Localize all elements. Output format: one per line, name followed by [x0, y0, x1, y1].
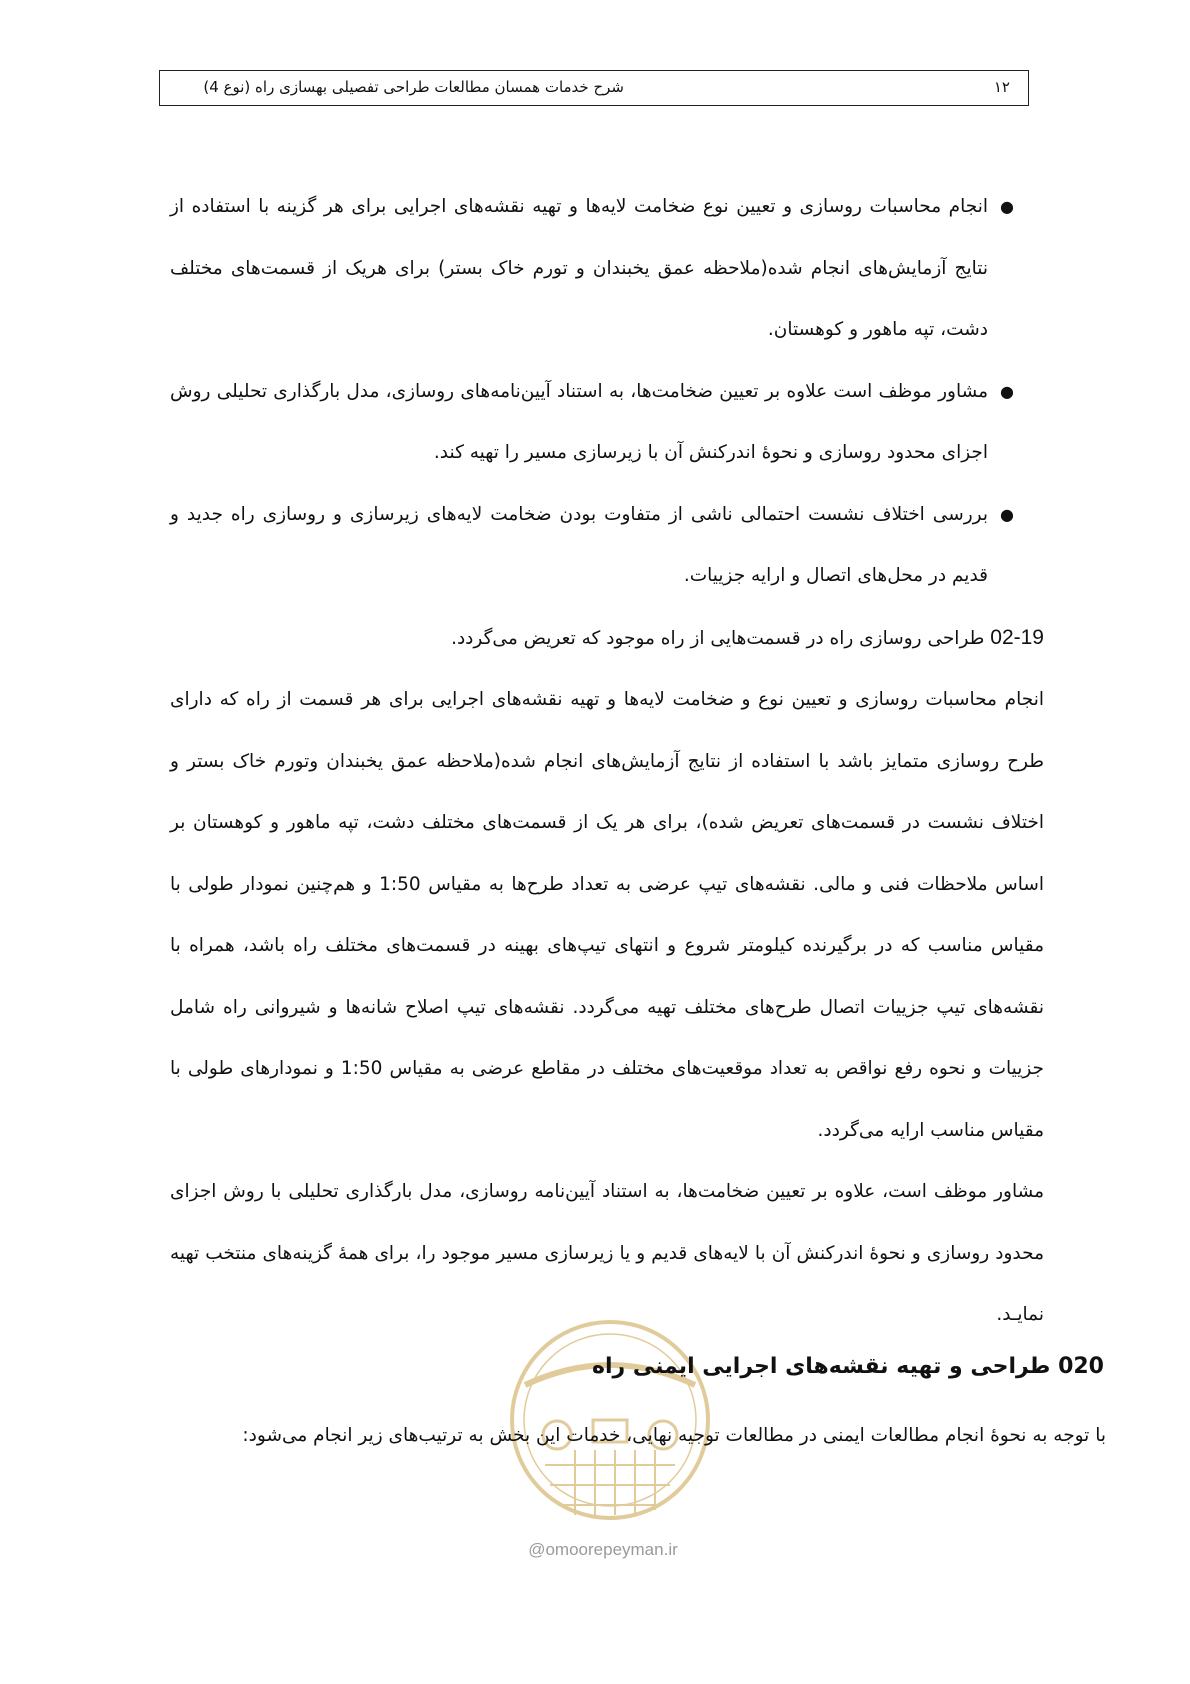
header-title: شرح خدمات همسان مطالعات طراحی تفصیلی بهسازی راه (نوع 4) — [203, 78, 624, 96]
paragraph: مشاور موظف است، علاوه بر تعیین ضخامت‌ها، به استناد آیین‌نامه روسازی، مدل بارگذاری تحلیلی با روش اجزای محدود روسازی و نحوهٔ اندرکنش آن با لایه‌های قدیم و یا زیرسازی مسیر موجود را، برای همهٔ گزینه‌های منتخب تهیه نمایـد. — [170, 1181, 1044, 1325]
bullet-item — [170, 361, 1044, 484]
main-content — [170, 176, 1044, 1346]
section-title — [170, 607, 1044, 670]
page-header — [159, 70, 1029, 106]
section-heading: 020 طراحی و تهیه نقشه‌های اجرایی ایمنی راه — [591, 1354, 1104, 1379]
bullet-text: بررسی اختلاف نشست احتمالی ناشی از متفاوت بودن ضخامت لایه‌های زیرسازی و روسازی راه جدید و قدیم در محل‌های اتصال و ارایه جزییات. — [170, 503, 988, 586]
paragraph: انجام محاسبات روسازی و تعیین نوع و ضخامت لایه‌ها و تهیه نقشه‌های اجرایی برای هر قسمت از راه که دارای طرح روسازی متمایز باشد با استفاده از نتایج آزمایش‌های انجام شده(ملاحظه عمق یخبندان وتورم خاک بستر و اختلاف نشست در قسمت‌های تعریض شده)، برای هر یک از قسمت‌های مختلف دشت، تپه ماهور و کوهستان بر اساس ملاحظات فنی و مالی. نقشه‌های تیپ عرضی به تعداد طرح‌ها به مقیاس 1:50 و هم‌چنین نمودار طولی با مقیاس مناسب که در برگیرنده کیلومتر شروع و انتهای تیپ‌های بهینه در قسمت‌های مختلف راه باشد، همراه با نقشه‌های تیپ جزییات اتصال طرح‌های مختلف تهیه می‌گردد. نقشه‌های تیپ اصلاح شانه‌ها و شیروانی راه شامل جزییات و نحوه رفع نواقص به تعداد موقعیت‌های مختلف در مقاطع عرضی به مقیاس 1:50 و نمودارهای طولی با مقیاس مناسب ارایه می‌گردد. — [170, 689, 1044, 1141]
section-number: 02-19 — [990, 625, 1044, 649]
intro-paragraph: با توجه به نحوهٔ انجام مطالعات ایمنی در مطالعات توجیه نهایی، خدمات این بخش به ترتیب‌های زیر انجام می‌شود: — [242, 1425, 1106, 1446]
bullet-text: مشاور موظف است علاوه بر تعیین ضخامت‌ها، به استناد آیین‌نامه‌های روسازی، مدل بارگذاری تحلیلی روش اجزای محدود روسازی و نحوهٔ اندرکنش آن با زیرسازی مسیر را تهیه کند. — [170, 380, 988, 463]
bullet-icon: ● — [1000, 381, 1014, 401]
bullet-item — [170, 484, 1044, 607]
bullet-icon: ● — [1000, 197, 1014, 216]
page-number: ۱۲ — [993, 78, 1010, 96]
watermark-url: @omoorepeyman.ir — [528, 1540, 678, 1559]
bullet-text: انجام محاسبات روسازی و تعیین نوع ضخامت لایه‌ها و تهیه نقشه‌های اجرایی برای هر گزینه با استفاده از نتایج آزمایش‌های انجام شده(ملاحظه عمق یخبندان و تورم خاک بستر) برای هریک از قسمت‌های مختلف دشت، تپه ماهور و کوهستان. — [170, 196, 988, 340]
bullet-icon: ● — [1000, 504, 1014, 524]
bullet-item — [170, 176, 1044, 361]
section-title-text: طراحی روسازی راه در قسمت‌هایی از راه موجود که تعریض می‌گردد. — [451, 627, 985, 649]
